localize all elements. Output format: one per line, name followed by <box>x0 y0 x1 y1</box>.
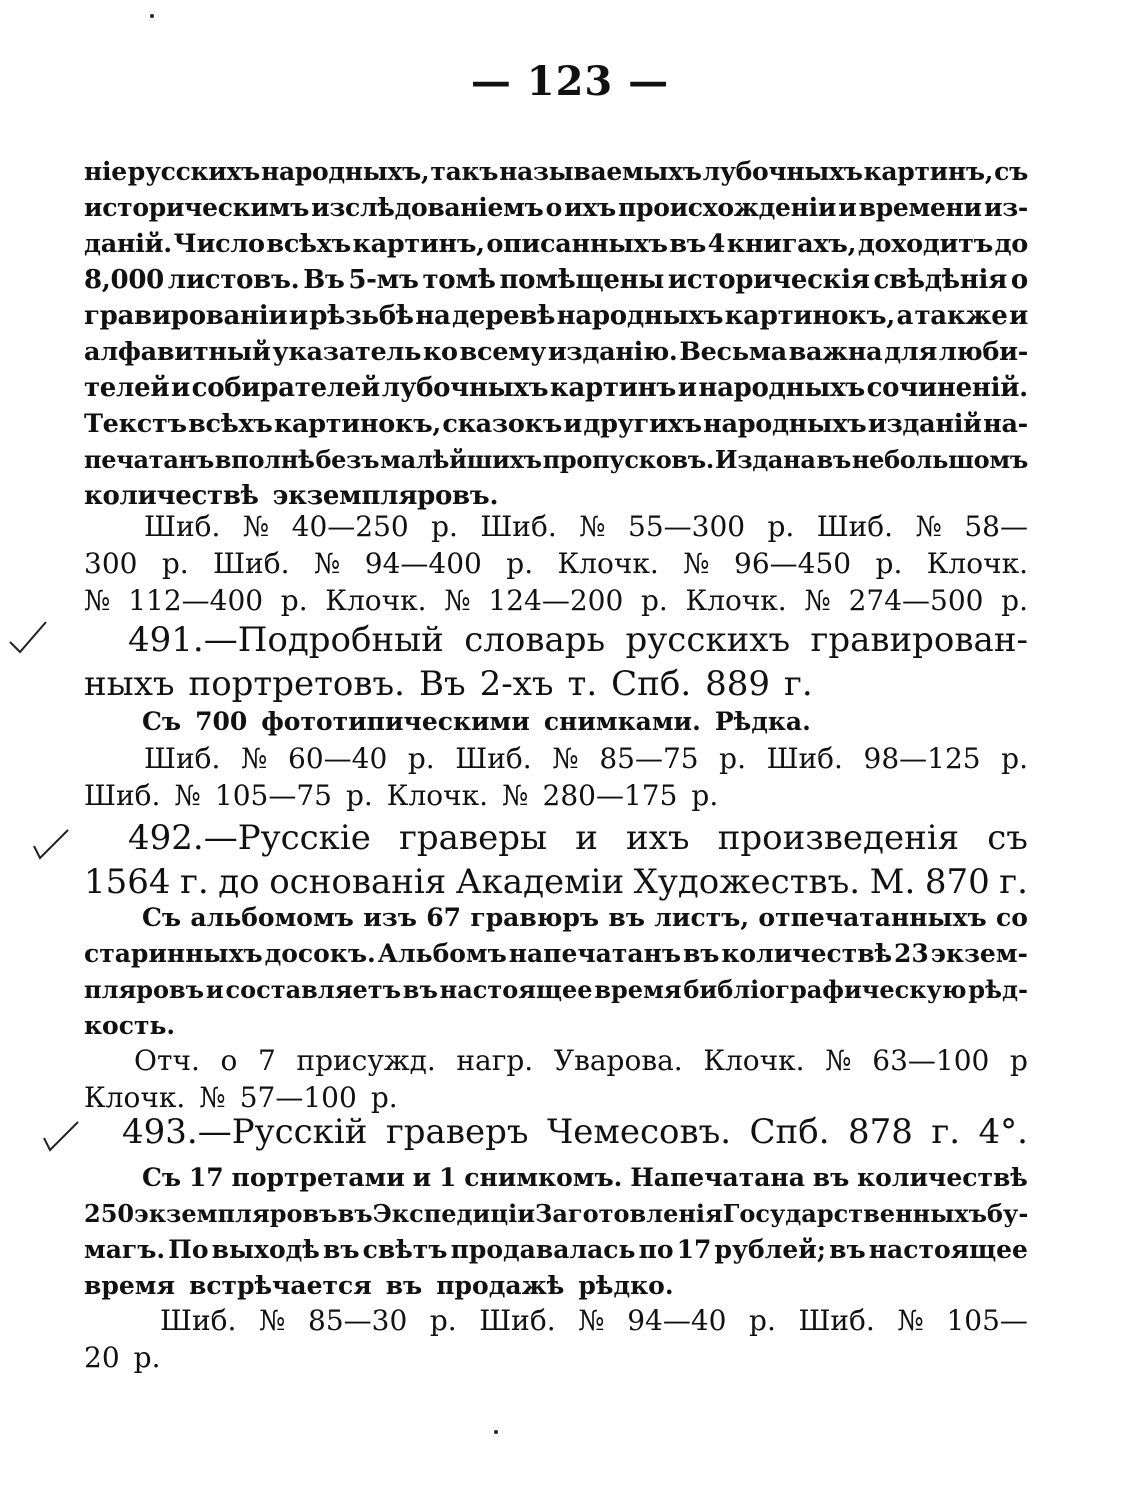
price-line: 20 р. <box>84 1341 161 1374</box>
page-number: — 123 — <box>470 58 670 105</box>
entry-493-heading <box>84 1110 1028 1154</box>
price-line: Клочк. № 57—100 р. <box>84 1081 398 1114</box>
price-line: Отч. о 7 присужд. нагр. Уварова. Клочк. № 63—100 р <box>134 1044 1028 1077</box>
heading-line: 491.—Подробный словарь русскихъ гравирован- <box>128 620 1028 660</box>
heading-line: ныхъ портретовъ. Въ 2-хъ т. Спб. 889 г. <box>84 664 813 704</box>
price-line: Шиб. № 40—250 р. Шиб. № 55—300 р. Шиб. № 58— <box>144 510 1028 543</box>
price-line: Шиб. № 105—75 р. Клочк. № 280—175 р. <box>84 779 719 812</box>
heading-line: 1564 г. до основанія Академіи Художествъ. М. 870 г. <box>84 862 1028 902</box>
entry-492-note <box>84 900 1028 1044</box>
text-line: гравированіи и рѣзьбѣ на деревѣ народныхъ картинокъ, а также и <box>84 301 1028 331</box>
entry-493-prices <box>84 1302 1028 1376</box>
note-line: Съ альбомомъ изъ 67 гравюръ въ листъ, отпечатанныхъ со <box>142 903 1028 932</box>
entry-491-prices <box>84 740 1028 814</box>
checkmark-icon <box>8 620 48 654</box>
note-line: время встрѣчается въ продажѣ рѣдко. <box>84 1271 674 1300</box>
heading-line: 493.—Русскій граверъ Чемесовъ. Спб. 878 г. 4°. <box>122 1112 1028 1152</box>
text-line: даній. Число всѣхъ картинъ, описанныхъ въ 4 книгахъ, доходитъ до <box>84 229 1028 259</box>
checkmark-icon <box>40 1118 80 1152</box>
text-line: ніе русскихъ народныхъ, такъ называемыхъ лубочныхъ картинъ, съ <box>84 157 1028 186</box>
note-line: пляровъ и составляетъ въ настоящее время библіографическую рѣд- <box>84 975 1028 1004</box>
note-line: старинныхъ досокъ. Альбомъ напечатанъ въ количествѣ 23 экзем- <box>84 939 1028 968</box>
entry-492-heading <box>84 816 1028 904</box>
heading-line: 492.—Русскіе граверы и ихъ произведенія съ <box>128 818 1028 858</box>
checkmark-icon <box>30 826 70 860</box>
continuation-prices <box>84 508 1028 619</box>
print-speck <box>494 1430 498 1434</box>
text-line: количествѣ экземпляровъ. <box>84 481 499 511</box>
price-line: Шиб. № 60—40 р. Шиб. № 85—75 р. Шиб. 98—125 р. <box>144 742 1028 775</box>
print-speck <box>150 14 154 18</box>
entry-493-note <box>84 1160 1028 1304</box>
note-line: магъ. По выходѣ въ свѣтъ продавалась по 17 рублей; въ настоящее <box>84 1235 1028 1264</box>
text-line: историческимъ изслѣдованіемъ о ихъ происхожденіи и времени из- <box>84 193 1028 222</box>
note-line: Съ 17 портретами и 1 снимкомъ. Напечатана въ количествѣ <box>142 1163 1028 1192</box>
price-line: № 112—400 р. Клочк. № 124—200 р. Клочк. № 274—500 р. <box>84 584 1028 617</box>
entry-491-heading <box>84 618 1028 706</box>
text-line: телей и собирателей лубочныхъ картинъ и народныхъ сочиненій. <box>84 373 1028 403</box>
text-line: Текстъ всѣхъ картинокъ, сказокъ и другихъ народныхъ изданій на- <box>84 409 1028 439</box>
text-line: алфавитный указатель ко всему изданію. Весьма важна для люби- <box>84 337 1028 367</box>
text-line: 8,000 листовъ. Въ 5-мъ томѣ помѣщены историческія свѣдѣнія о <box>84 265 1028 295</box>
price-line: 300 р. Шиб. № 94—400 р. Клочк. № 96—450 р. Клочк. <box>84 547 1028 580</box>
note-line: 250 экземпляровъ въ Экспедиціи Заготовленія Государственныхъ бу- <box>84 1199 1028 1228</box>
entry-491-note <box>84 704 1028 740</box>
continuation-description <box>84 154 1028 514</box>
note-line: кость. <box>84 1011 176 1040</box>
entry-492-prices <box>84 1042 1028 1116</box>
text-line: печатанъ вполнѣ безъ малѣйшихъ пропусковъ. Издана въ небольшомъ <box>84 445 1028 474</box>
note-line: Съ 700 фототипическими снимками. Рѣдка. <box>142 707 811 736</box>
price-line: Шиб. № 85—30 р. Шиб. № 94—40 р. Шиб. № 105— <box>160 1304 1028 1337</box>
